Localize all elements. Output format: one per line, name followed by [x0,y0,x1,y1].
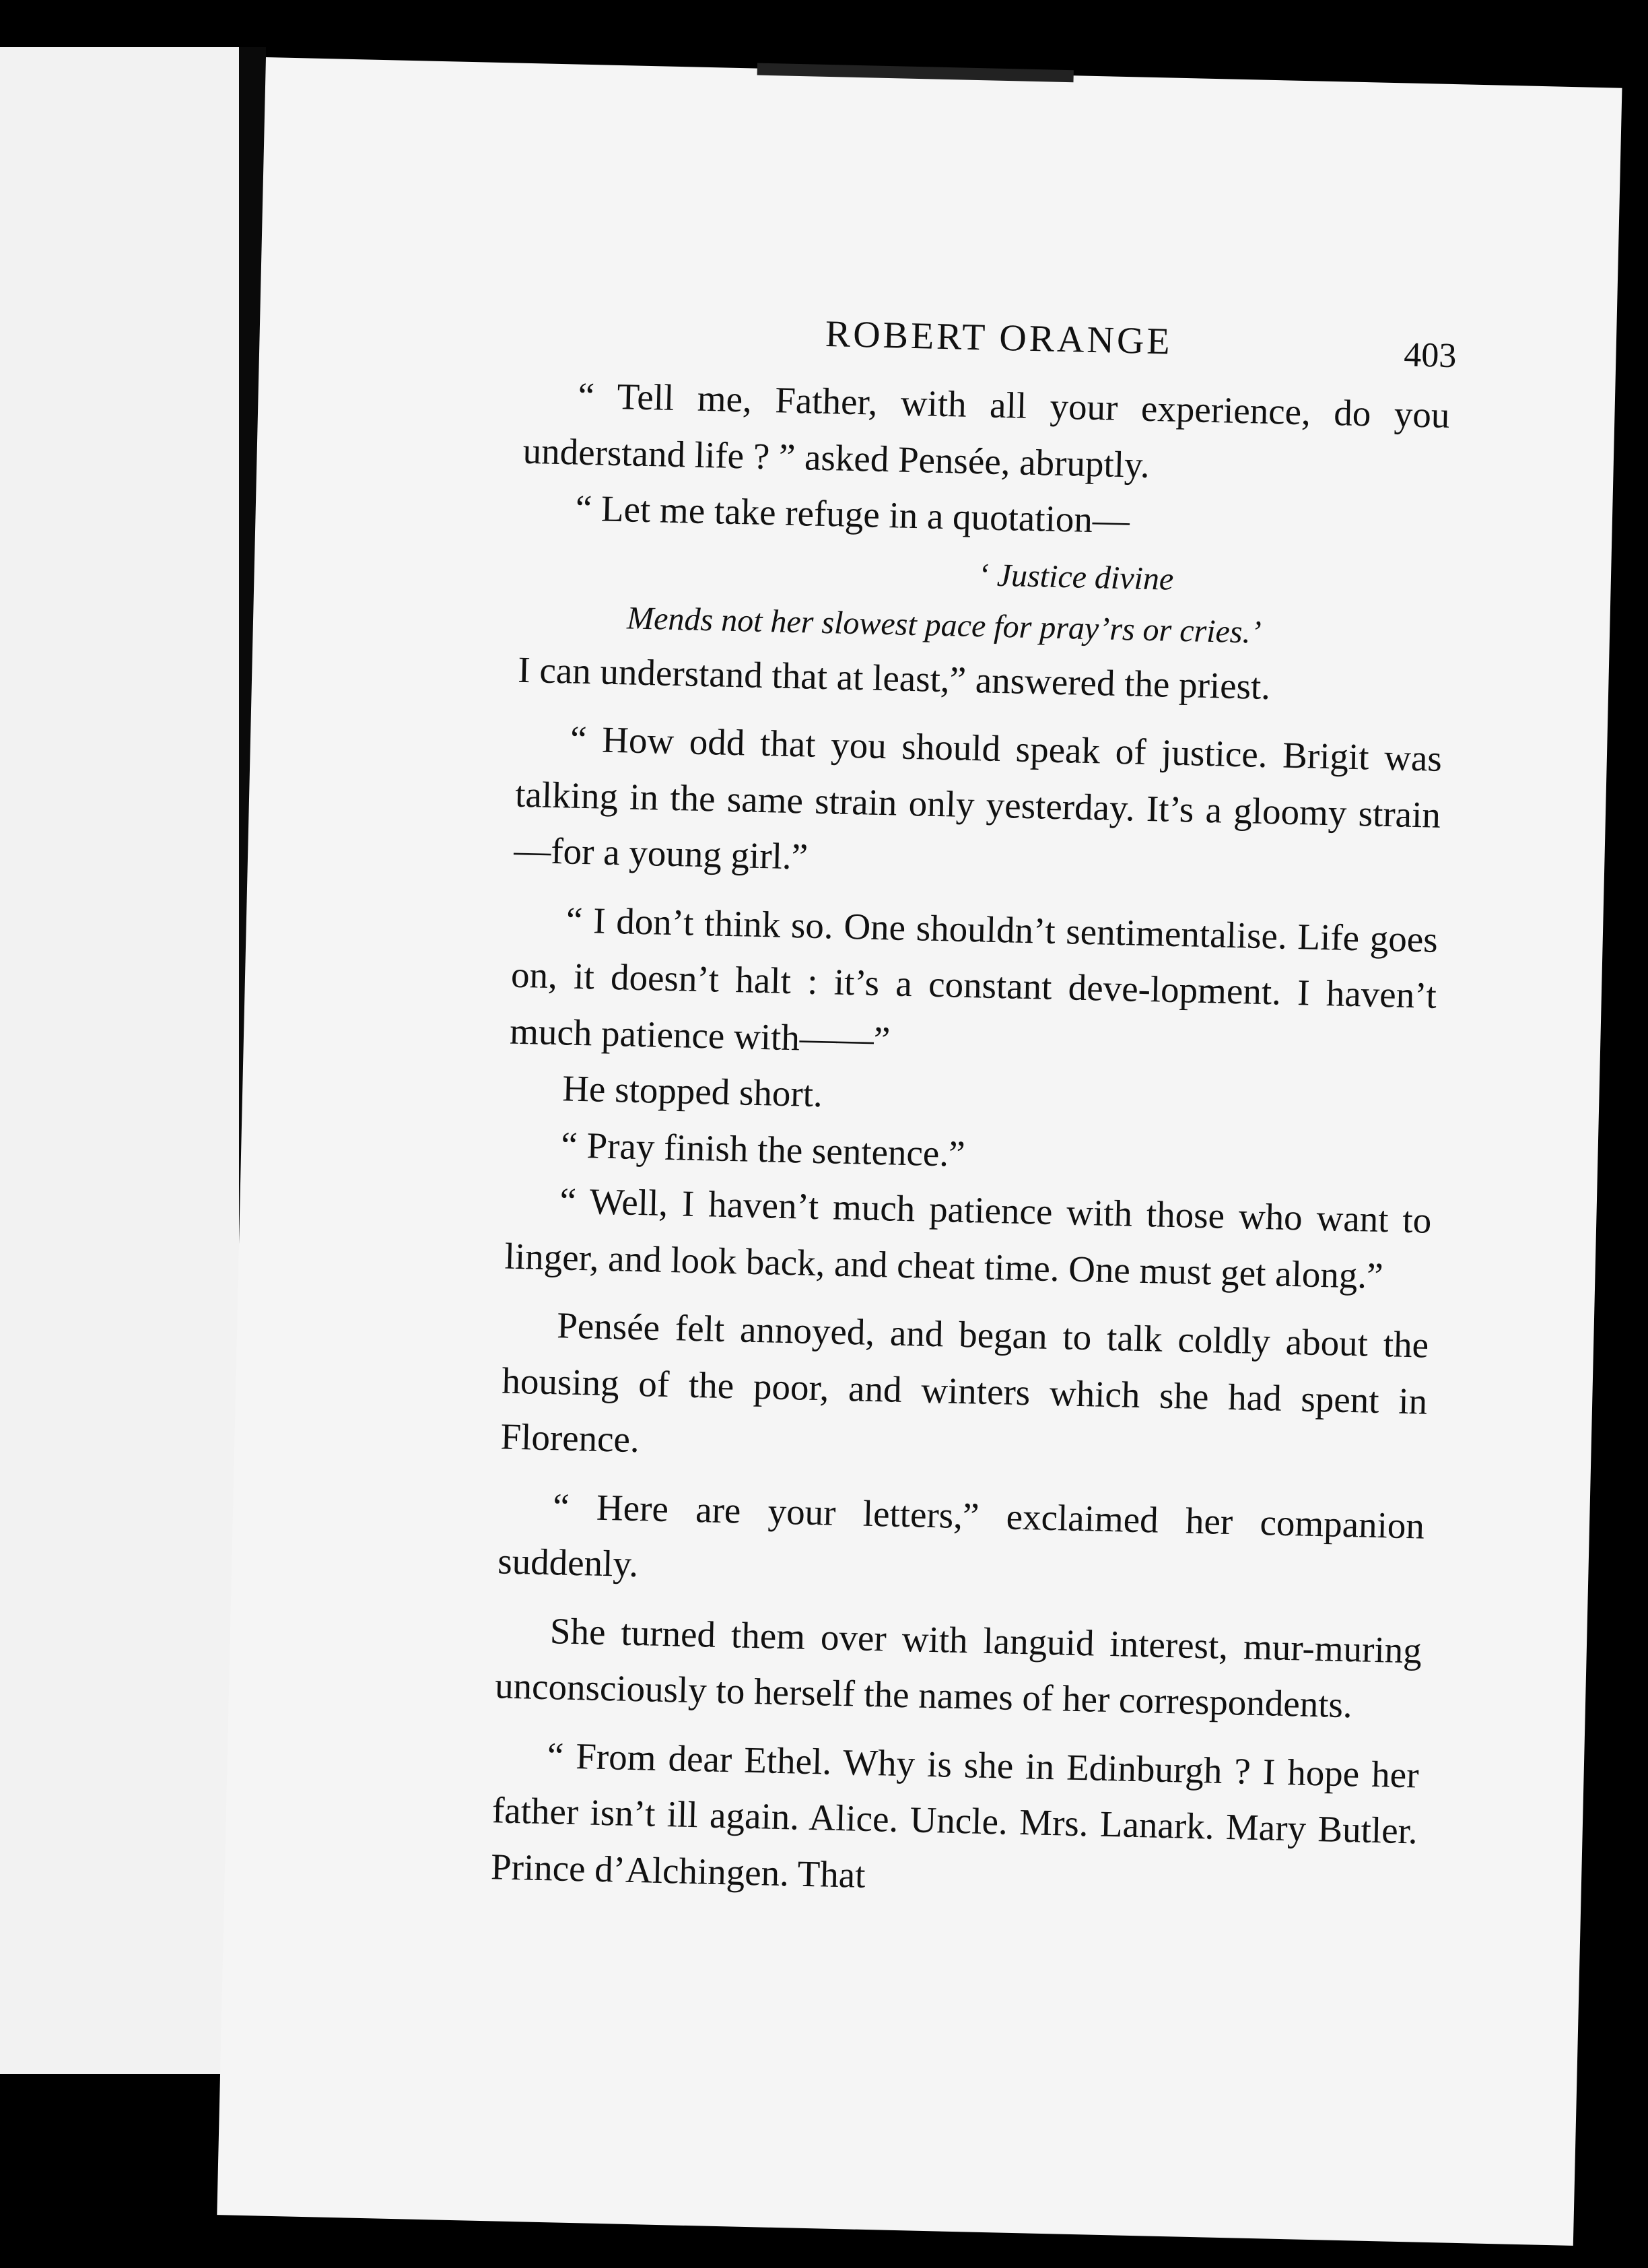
paragraph: He stopped short. [561,1067,823,1115]
verse-line: ‘ Justice divine [977,556,1174,597]
facing-page-left [0,47,239,2074]
page-header [259,300,1616,385]
paragraph: “ Pray finish the sentence.” [560,1123,966,1174]
book-page [217,57,1622,2246]
paragraph: “ Well, I haven’t much patience with those who want to linger, and look back, and cheat time. One must get along.” [504,1180,1432,1296]
paragraph: Pensée felt annoyed, and began to talk coldly about the housing of the poor, and winters which she had spent in Florence. [500,1304,1429,1461]
paragraph: “ How odd that you should speak of justice. Brigit was talking in the same strain only yesterday. It’s a gloomy strain—for a young girl.” [513,718,1443,877]
page-number: 403 [1403,335,1457,376]
body-text [490,366,1450,1916]
paragraph: She turned them over with languid interest, mur-muring unconsciously to herself the names of her correspondents. [494,1609,1422,1726]
paragraph: I can understand that at least,” answered the priest. [517,648,1271,707]
paragraph: “ Here are your letters,” exclaimed her companion suddenly. [497,1485,1425,1585]
page-top-edge [757,63,1074,83]
paragraph: “ Let me take refuge in a quotation— [575,487,1130,541]
paragraph: “ Tell me, Father, with all your experience, do you understand life ? ” asked Pensée, abruptly. [522,374,1451,486]
paragraph: “ From dear Ethel. Why is she in Edinburgh ? I hope her father isn’t ill again. Alice. Uncle. Mrs. Lanark. Mary Butler. Prince d’Alchingen. That [490,1734,1420,1896]
paragraph: “ I don’t think so. One shouldn’t sentimentalise. Life goes on, it doesn’t halt : it’s a constant deve-lopment. I haven’t much patience with——” [509,898,1439,1060]
running-title: ROBERT ORANGE [825,312,1173,363]
verse-line: Mends not her slowest pace for pray’rs or cries.’ [626,599,1262,651]
verse-quotation [518,539,1446,662]
